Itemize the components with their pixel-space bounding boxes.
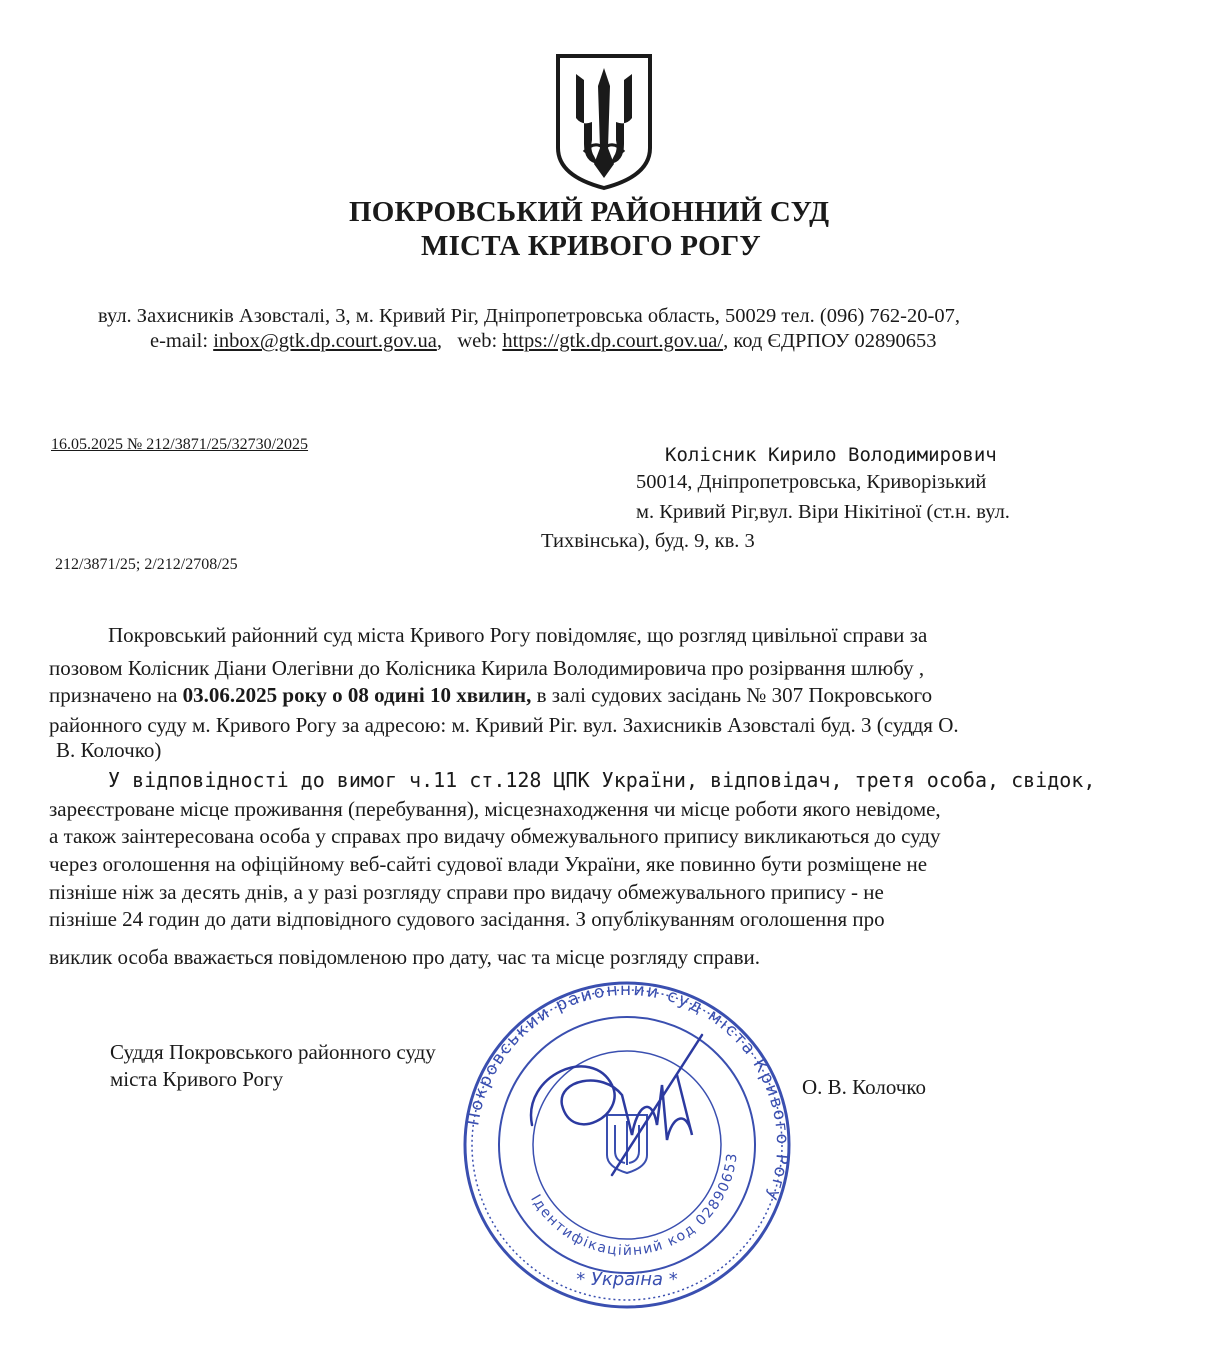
recipient-address-line3: Тихвінська), буд. 9, кв. 3 (541, 530, 755, 552)
email-label: e-mail: (150, 330, 214, 352)
official-stamp (462, 975, 792, 1315)
recipient-address-line1: 50014, Дніпропетровська, Криворізький (636, 471, 987, 493)
judge-title-line1: Суддя Покровського районного суду (110, 1040, 436, 1064)
notice-paragraph-2-line4: через оголошення на офіційному веб-сайті судової влади України, яке повинно бути розміщене не (49, 852, 928, 876)
judge-title-line2: міста Кривого Рогу (110, 1067, 284, 1091)
notice-paragraph-1-line1: Покровський районний суд міста Кривого Рогу повідомляє, що розгляд цивільної справи за (108, 623, 928, 647)
edrpou-code: , код ЄДРПОУ 02890653 (723, 330, 937, 352)
svg-text:* Україна *: * Україна * (576, 1269, 678, 1290)
svg-text:Ідентифікаційний код 02890653: Ідентифікаційний код 02890653 (527, 1151, 741, 1260)
hearing-intro: призначено на (49, 683, 183, 707)
email-link[interactable]: inbox@gtk.dp.court.gov.ua (213, 330, 437, 352)
outgoing-date-number: 16.05.2025 № 212/3871/25/32730/2025 (51, 436, 309, 453)
recipient-name: Колісник Кирило Володимирович (665, 444, 997, 466)
notice-paragraph-1-line5: В. Колочко) (56, 738, 162, 762)
recipient-address-line2: м. Кривий Ріг,вул. Віри Нікітіної (ст.н. вул. (636, 501, 1010, 523)
court-name-line2: МІСТА КРИВОГО РОГУ (421, 230, 761, 262)
notice-paragraph-1-line4: районного суду м. Кривого Рогу за адресою: м. Кривий Ріг. вул. Захисників Азовсталі буд. 3 (суддя О. (49, 713, 959, 737)
judge-name: О. В. Колочко (802, 1075, 926, 1099)
case-numbers: 212/3871/25; 2/212/2708/25 (55, 556, 238, 573)
notice-paragraph-2-line1: У відповідності до вимог ч.11 ст.128 ЦПК України, відповідач, третя особа, свідок, (108, 768, 1096, 792)
notice-paragraph-2-line6: пізніше 24 годин до дати відповідного судового засідання. З опублікуванням оголошення про (49, 907, 885, 931)
web-link[interactable]: https://gtk.dp.court.gov.ua/ (502, 330, 724, 352)
court-address: вул. Захисників Азовсталі, 3, м. Кривий Ріг, Дніпропетровська область, 50029 тел. (096) 762-20-07, (98, 305, 960, 327)
court-contacts: e-mail: inbox@gtk.dp.court.gov.ua, web: https://gtk.dp.court.gov.ua/, код ЄДРПОУ 02890653 (150, 330, 937, 352)
notice-paragraph-1-line3 (49, 683, 932, 708)
hearing-room: в залі судових засідань № 307 Покровського (531, 683, 933, 707)
notice-paragraph-2-line3: а також заінтересована особа у справах про видачу обмежувального припису викликаються до суду (49, 824, 941, 848)
svg-text:Покровський районний суд міста: Покровський районний суд міста Кривого Рогу (463, 979, 792, 1205)
notice-paragraph-2-line2: зареєстроване місце проживання (перебування), місцезнаходження чи місце роботи якого невідоме, (49, 797, 941, 821)
web-label: web: (457, 330, 503, 352)
court-name-line1: ПОКРОВСЬКИЙ РАЙОННИЙ СУД (349, 196, 830, 228)
coat-of-arms-icon (553, 52, 655, 192)
notice-paragraph-1-line2: позовом Колісник Діани Олегівни до Колісника Кирила Володимировича про розірвання шлюбу , (49, 656, 925, 680)
notice-paragraph-2-line5: пізніше ніж за десять днів, а у разі розгляду справи про видачу обмежувального припису - не (49, 880, 884, 904)
hearing-datetime: 03.06.2025 року о 08 одині 10 хвилин, (182, 683, 532, 707)
notice-paragraph-2-line7: виклик особа вважається повідомленою про дату, час та місце розгляду справи. (49, 945, 761, 969)
